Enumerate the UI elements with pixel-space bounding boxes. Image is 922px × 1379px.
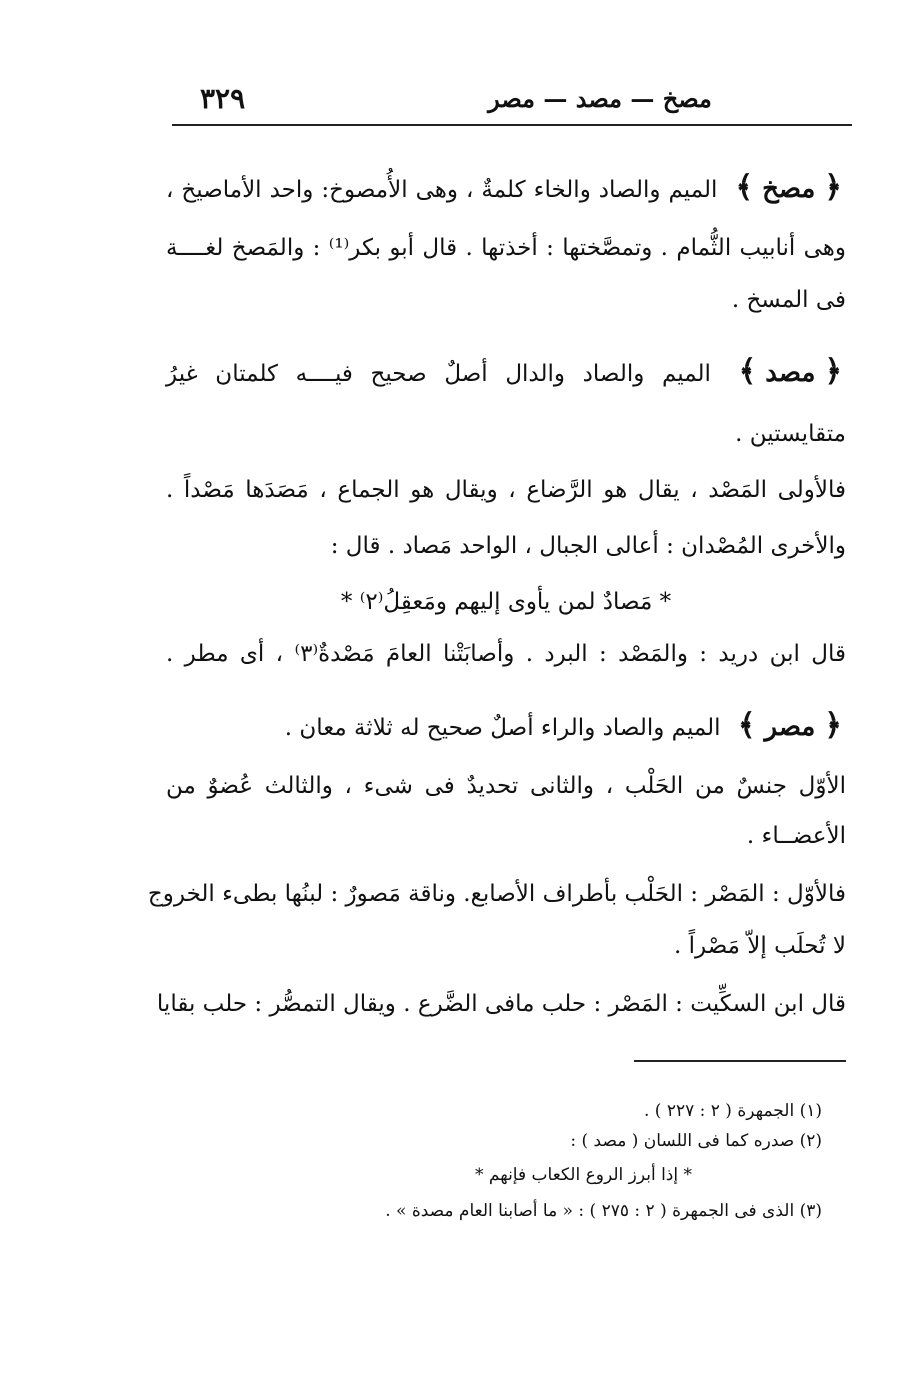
running-title: مصخ — مصد — مصر: [488, 84, 712, 113]
page-header: [170, 78, 852, 118]
page-number: ٣٢٩: [200, 82, 246, 115]
footnote-divider: [634, 1060, 846, 1062]
footnote: (١) الجمهرة ( ٢ : ٢٢٧ ) .: [643, 1101, 822, 1121]
headword: ﴿ مصر ﴾: [737, 708, 842, 743]
entry-line: الأوّل جنسٌ من الحَلْب ، والثانى تحديدٌ فى شىء ، والثالث عُضوٌ من: [166, 773, 846, 799]
entry-line: متقايستين .: [735, 421, 846, 447]
entry-line: ﴿ مصخ ﴾ الميم والصاد والخاء كلمةٌ ، وهى الأُمصوخ: واحد الأماصيخ ،: [166, 168, 846, 210]
entry-line: والأخرى المُصْدان : أعالى الجبال ، الواحد مَصاد . قال :: [330, 533, 846, 559]
headword: ﴿ مصد ﴾: [738, 354, 843, 389]
entry-line: فالأوّل : المَصْر : الحَلْب بأطراف الأصابع. وناقة مَصورٌ : لبنُها بطىء الخروج: [147, 881, 846, 907]
entry-line: ﴿ مصر ﴾ الميم والصاد والراء أصلٌ صحيح له ثلاثة معان .: [166, 706, 846, 748]
entry-line: قال ابن دريد : والمَصْد : البرد . وأصابَتْنا العامَ مَصْدةٌ⁽٣⁾ ، أى مطر .: [166, 641, 846, 667]
footnote: (٣) الذى فى الجمهرة ( ٢ : ٢٧٥ ) : « ما أصابنا العام مصدة » .: [385, 1201, 822, 1221]
entry-line: لا تُحلَب إلاّ مَصْراً .: [674, 933, 846, 959]
entry-line: فى المسخ .: [731, 287, 846, 313]
headword: ﴿ مصخ ﴾: [735, 170, 842, 205]
entry-line: فالأولى المَصْد ، يقال هو الرَّضاع ، ويقال هو الجماع ، مَصَدَها مَصْداً .: [166, 477, 846, 503]
verse-line: * مَصادٌ لمن يأوى إليهم ومَعقِلُ⁽٢⁾ *: [340, 589, 672, 615]
entry-line: قال ابن السكِّيت : المَصْر : حلب مافى الضَّرع . ويقال التمصُّر : حلب بقايا: [156, 991, 846, 1017]
entry-line: وهى أنابيب الثُّمام . وتمصَّختها : أخذتها . قال أبو بكر⁽¹⁾ : والمَصخ لغــــة: [166, 235, 847, 261]
footnote: (٢) صدره كما فى اللسان ( مصد ) :: [570, 1131, 822, 1151]
entry-line: ﴿ مصد ﴾ الميم والصاد والدال أصلٌ صحيح فيــــه كلمتان غيرُ: [166, 352, 846, 394]
entry-line: الأعضــاء .: [746, 823, 846, 849]
header-divider: [172, 124, 852, 126]
footnote-verse: * إذا أبرز الروع الكعاب فإنهم *: [475, 1165, 692, 1185]
